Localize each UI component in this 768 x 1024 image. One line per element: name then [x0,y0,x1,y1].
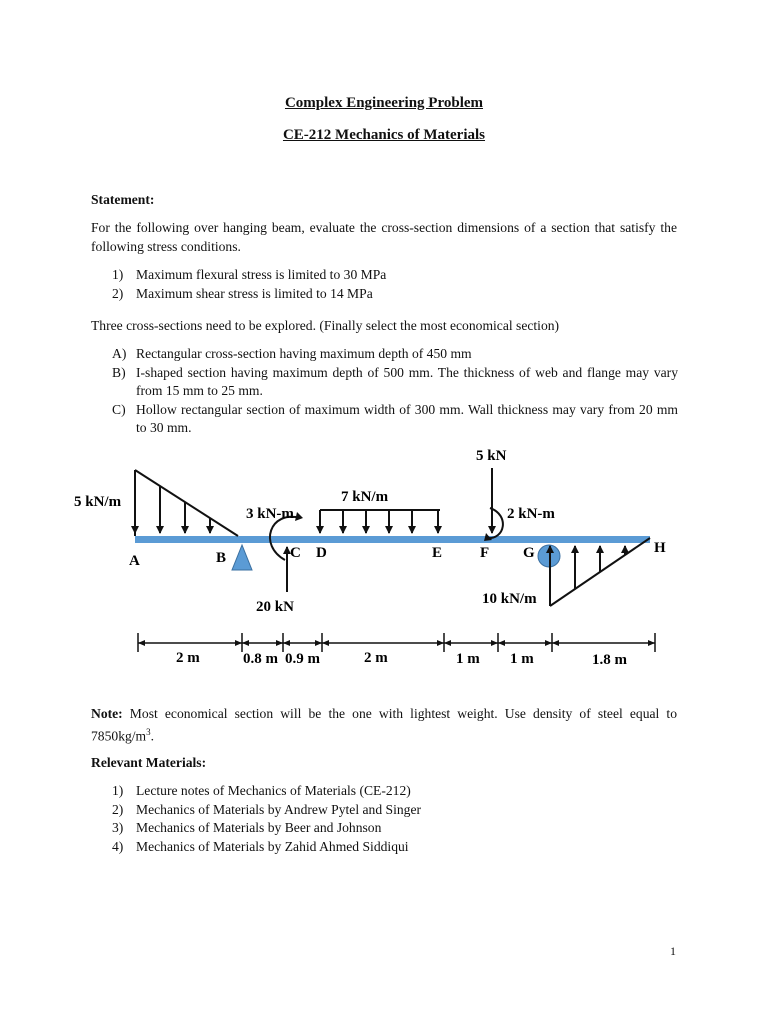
label-5kN: 5 kN [476,448,507,464]
point-h: H [654,540,666,556]
label-2kNm: 2 kN-m [507,506,555,522]
list-item: 1) Maximum flexural stress is limited to 30 MPa [112,267,387,282]
label-10kNm: 10 kN/m [482,591,537,607]
beam-diagram [0,440,768,680]
document-title: Complex Engineering Problem [284,95,484,111]
list-item: C) Hollow rectangular section of maximum width of 300 mm. Wall thickness may vary from 20 mm to 30 mm. [112,401,678,435]
list-item: 1) Lecture notes of Mechanics of Materials (CE-212) [112,783,411,798]
materials-heading: Relevant Materials: [91,755,207,770]
list-item: 3) Mechanics of Materials by Beer and Johnson [112,820,382,835]
point-e: E [432,545,443,561]
list-item: 4) Mechanics of Materials by Zahid Ahmed Siddiqui [112,838,409,854]
point-a: A [129,553,140,569]
list-item: 2) Mechanics of Materials by Andrew Pytel and Singer [112,801,422,817]
point-g: G [523,545,535,561]
sections-intro: Three cross-sections need to be explored. (Finally select the most economical section) [91,318,560,333]
dim-label: 0.9 m [285,651,320,667]
statement-text: For the following over hanging beam, evaluate the cross-section dimensions of a section that satisfy the following stress conditions. [91,220,677,254]
statement-heading: Statement: [91,192,155,207]
point-d: D [316,545,327,561]
note-paragraph: Note: Most economical section will be the one with lightest weight. Use density of steel equal to $7850kg/m^3$. [91,706,677,744]
list-item: 2) Maximum shear stress is limited to 14 MPa [112,285,373,301]
triangular-load-ab [135,470,238,536]
point-b: B [216,550,227,566]
materials-list [112,782,678,856]
stress-conditions-list [112,266,678,303]
label-5kNm: 5 kN/m [74,494,122,510]
pin-support-b [232,545,252,570]
dim-label: 1 m [456,651,480,667]
dim-label: 2 m [176,650,200,666]
dim-label: 1.8 m [592,652,627,668]
course-title: CE-212 Mechanics of Materials [282,127,486,143]
dimension-line [138,633,655,652]
triangular-load-gh [550,538,650,606]
list-item: A) Rectangular cross-section having maximum depth of 450 mm [112,346,472,361]
dim-label: 1 m [510,651,534,667]
uniform-load-de [320,510,440,533]
point-c: C [290,545,301,561]
dim-label: 0.8 m [243,651,278,667]
page-number: 1 [670,944,676,958]
beam [135,536,650,543]
moment-f-icon [487,508,503,538]
list-item: B) I-shaped section having maximum depth of 500 mm. The thickness of web and flange may vary from 15 mm to 25 mm. [112,364,678,398]
sections-list [112,345,678,438]
label-20kN: 20 kN [256,599,294,615]
label-3kNm: 3 kN-m [246,506,294,522]
point-f: F [480,545,490,561]
dim-label: 2 m [364,650,388,666]
label-7kNm: 7 kN/m [341,489,389,505]
